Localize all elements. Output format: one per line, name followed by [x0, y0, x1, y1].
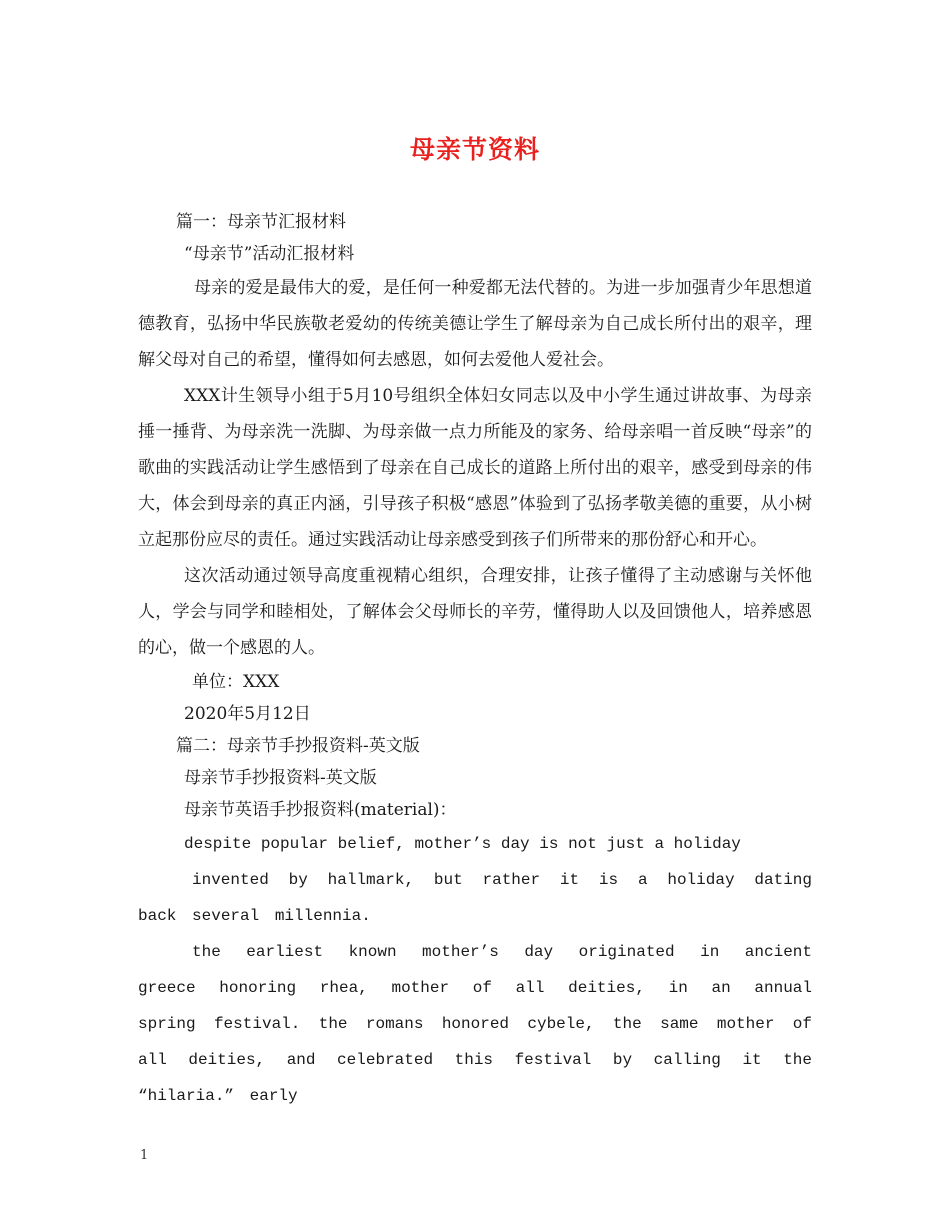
- material-label: 母亲节英语手抄报资料(material)：: [184, 800, 457, 820]
- section1-subheading: “母亲节”活动汇报材料: [184, 244, 355, 264]
- document-body: [138, 206, 812, 1114]
- paragraph-2: XXX计生领导小组于5月10号组织全体妇女同志以及中小学生通过讲故事、为母亲捶一捶背、为母亲洗一洗脚、为母亲做一点力所能及的家务、给母亲唱一首反映“母亲”的歌曲的实践活动让学生感悟到了母亲在自己成长的道路上所付出的艰辛，感受到母亲的伟大，体会到母亲的真正内涵，引导孩子积极“感恩”体验到了弘扬孝敬美德的重要，从小树立起那份应尽的责任。通过实践活动让母亲感受到孩子们所带来的那份舒心和开心。: [138, 386, 812, 550]
- document-title: 母亲节资料: [409, 135, 540, 164]
- section1-heading: 篇一：母亲节汇报材料: [176, 212, 346, 232]
- english-line-1: despite popular belief, mother’s day is not just a holiday: [184, 835, 741, 853]
- paragraph-1: 母亲的爱是最伟大的爱，是任何一种爱都无法代替的。为进一步加强青少年思想道德教育，弘扬中华民族敬老爱幼的传统美德让学生了解母亲为自己成长所付出的艰辛，理解父母对自己的希望，懂得如何去感恩，如何去爱他人爱社会。: [138, 278, 812, 370]
- section2-subheading: 母亲节手抄报资料-英文版: [184, 768, 377, 788]
- section2-heading: 篇二：母亲节手抄报资料-英文版: [176, 736, 420, 756]
- english-paragraph-1: invented by hallmark, but rather it is a holiday dating back several millennia.: [138, 871, 812, 925]
- date-line: 2020年5月12日: [184, 704, 311, 724]
- page-number: 1: [140, 1148, 149, 1163]
- paragraph-3: 这次活动通过领导高度重视精心组织，合理安排，让孩子懂得了主动感谢与关怀他人，学会与同学和睦相处，了解体会父母师长的辛劳，懂得助人以及回馈他人，培养感恩的心，做一个感恩的人。: [138, 566, 812, 658]
- unit-line: 单位：XXX: [192, 672, 280, 692]
- english-paragraph-2: the earliest known mother’s day originated in ancient greece honoring rhea, mother of all deities, in an annual spring festival. the romans honored cybele, the same mother of all deities, and celebrated this festival by calling it the “hilaria.” early: [138, 943, 812, 1105]
